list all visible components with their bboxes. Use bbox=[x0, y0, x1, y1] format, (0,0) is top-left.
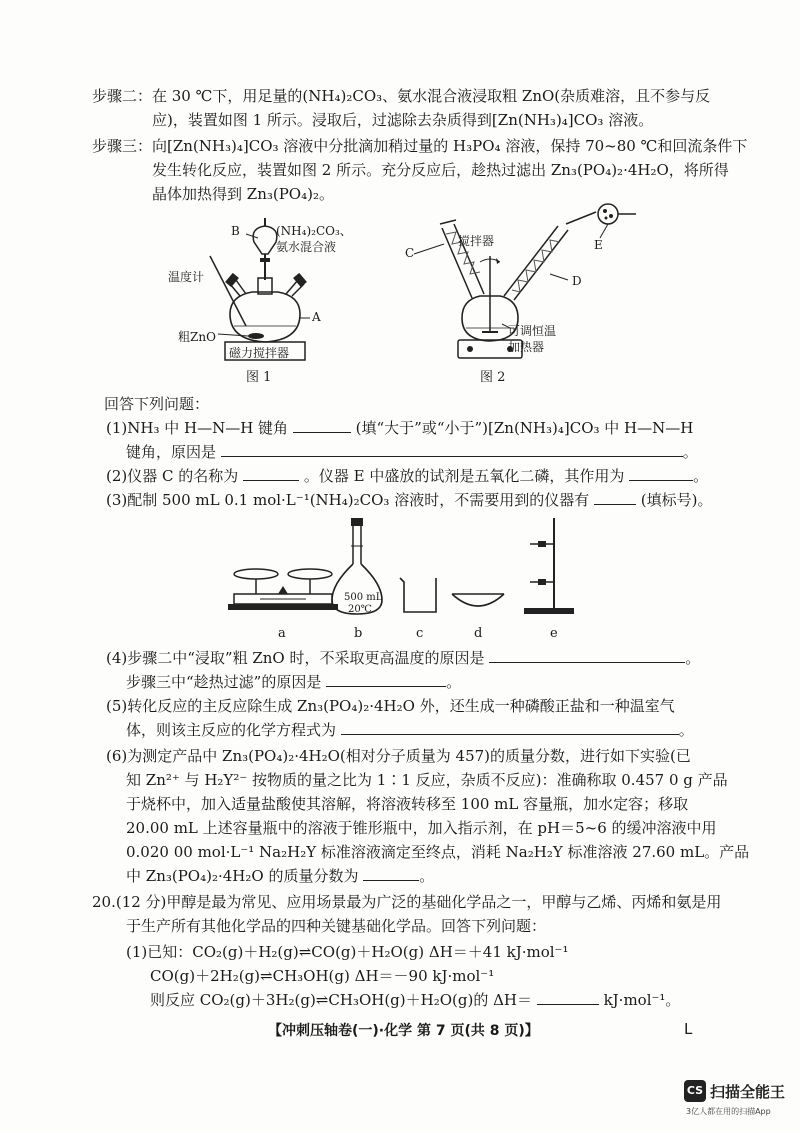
fig2-label-e: E bbox=[594, 238, 603, 252]
q20-1-text-a: 则反应 CO₂(g)＋3H₂(g)⇌CH₃OH(g)＋H₂O(g)的 ΔH＝ bbox=[150, 991, 533, 1009]
instrument-label-a: a bbox=[278, 626, 286, 641]
q20-1-line-2: CO(g)＋2H₂(g)⇌CH₃OH(g) ΔH＝－90 kJ·mol⁻¹ bbox=[150, 967, 495, 985]
fig2-caption: 图 2 bbox=[480, 370, 506, 385]
q3-text-b: (填标号)。 bbox=[640, 491, 713, 509]
instrument-label-d: d bbox=[474, 626, 483, 641]
step2-line-1: 步骤二：在 30 ℃下，用足量的(NH₄)₂CO₃、氨水混合液浸取粗 ZnO(杂质难溶，且不参与反 bbox=[92, 87, 711, 105]
q20-line-1: 20.(12 分)甲醇是最为常见、应用场景最为广泛的基础化学品之一，甲醇与乙烯、丙烯和氨是用 bbox=[92, 893, 722, 911]
q6-line-5: 0.020 00 mol·L⁻¹ Na₂H₂Y 标准溶液滴定至终点，消耗 Na₂H₂Y 标准溶液 27.60 mL。产品 bbox=[126, 843, 750, 861]
step3-line-1: 步骤三：向[Zn(NH₃)₄]CO₃ 溶液中分批滴加稍过量的 H₃PO₄ 溶液，保持 70~80 ℃和回流条件下 bbox=[92, 137, 748, 155]
q1-text-b: (填“大于”或“小于”)[Zn(NH₃)₄]CO₃ 中 H—N—H bbox=[355, 419, 694, 437]
q6-line-1: (6)为测定产品中 Zn₃(PO₄)₂·4H₂O(相对分子质量为 457)的质量分数，进行如下实验(已 bbox=[106, 747, 691, 765]
instrument-label-b: b bbox=[354, 626, 363, 641]
q2-line: (2)仪器 C 的名称为 。仪器 E 中盛放的试剂是五氧化二磷，其作用为 。 bbox=[106, 467, 709, 485]
instruments-figure bbox=[220, 510, 600, 640]
fig2-label-heater-1: 可调恒温 bbox=[508, 324, 557, 338]
instrument-label-c: c bbox=[416, 626, 424, 641]
q3-line bbox=[106, 490, 712, 510]
step2-line-2: 应)，装置如图 1 所示。浸取后，过滤除去杂质得到[Zn(NH₃)₄]CO₃ 溶液。 bbox=[152, 111, 654, 129]
fig2-label-d: D bbox=[572, 274, 582, 288]
q2-text-a: (2)仪器 C 的名称为 bbox=[106, 467, 239, 485]
balance-instrument bbox=[228, 569, 338, 610]
q4-text-a: (4)步骤二中“浸取”粗 ZnO 时，不采取更高温度的原因是 bbox=[106, 649, 485, 667]
q20-1-text-b: kJ·mol⁻¹。 bbox=[603, 991, 681, 1009]
cs-app-name: 扫描全能王 bbox=[710, 1083, 786, 1101]
fig1-label-b: B bbox=[231, 224, 240, 238]
fig1-caption: 图 1 bbox=[246, 370, 272, 385]
q6-line-6: 中 Zn₃(PO₄)₂·4H₂O 的质量分数为 。 bbox=[126, 867, 435, 885]
step3-line-3: 晶体加热得到 Zn₃(PO₄)₂。 bbox=[152, 185, 334, 203]
q4-line-1: (4)步骤二中“浸取”粗 ZnO 时，不采取更高温度的原因是 。 bbox=[106, 649, 701, 667]
q5-blank bbox=[341, 720, 679, 735]
fig1-label-reagent-1: (NH₄)₂CO₃、 bbox=[276, 224, 352, 238]
step3-line-2: 发生转化反应，装置如图 2 所示。充分反应后，趁热过滤出 Zn₃(PO₄)₂·4H₂O，将所得 bbox=[152, 161, 729, 179]
q6-line-3: 于烧杯中，加入适量盐酸使其溶解，将溶液转移至 100 mL 容量瓶，加水定容；移取 bbox=[126, 795, 689, 813]
fig2-label-stirrer: 搅拌器 bbox=[458, 234, 495, 248]
answer-intro: 回答下列问题： bbox=[104, 395, 210, 413]
cs-app-slogan: 3亿人都在用的扫描App bbox=[686, 1107, 771, 1116]
q20-1-line-1: (1)已知：CO₂(g)＋H₂(g)⇌CO(g)＋H₂O(g) ΔH＝＋41 kJ·mol⁻¹ bbox=[126, 943, 569, 961]
fig1-label-a: A bbox=[312, 310, 321, 324]
fig1-label-thermometer: 温度计 bbox=[168, 270, 205, 284]
q1-blank-2 bbox=[221, 442, 683, 457]
q2-blank-1 bbox=[243, 466, 299, 481]
flask-temp-label: 20℃ bbox=[348, 604, 372, 615]
q20-1-line-3 bbox=[150, 990, 680, 1010]
fig1-label-stirrer: 磁力搅拌器 bbox=[229, 346, 290, 360]
q4-blank-1 bbox=[489, 648, 685, 663]
q1-line-2: 键角，原因是 。 bbox=[126, 443, 698, 461]
evaporating-dish-instrument bbox=[452, 594, 504, 606]
fig2-label-c: C bbox=[405, 246, 415, 260]
q5-line-1: (5)转化反应的主反应除生成 Zn₃(PO₄)₂·4H₂O 外，还生成一种磷酸正盐和一种温室气 bbox=[106, 697, 675, 715]
flask-volume-label: 500 mL bbox=[344, 592, 383, 603]
q2-text-b: 。仪器 E 中盛放的试剂是五氧化二磷，其作用为 bbox=[303, 467, 625, 485]
q6-line-4: 20.00 mL 上述容量瓶中的溶液于锥形瓶中，加入指示剂，在 pH＝5~6 的缓冲溶液中用 bbox=[126, 819, 717, 837]
q5-line-2: 体，则该主反应的化学方程式为 。 bbox=[126, 721, 694, 739]
q3-text-a: (3)配制 500 mL 0.1 mol·L⁻¹(NH₄)₂CO₃ 溶液时，不需要用到的仪器有 bbox=[106, 491, 590, 509]
q1-text-c: 键角，原因是 bbox=[126, 443, 217, 461]
q1-text-a: (1)NH₃ 中 H—N—H 键角 bbox=[106, 419, 289, 437]
iron-stand-instrument bbox=[524, 518, 574, 614]
q6-line-2: 知 Zn²⁺ 与 H₂Y²⁻ 按物质的量之比为 1∶1 反应，杂质不反应)：准确称取 0.457 0 g 产品 bbox=[126, 771, 728, 789]
q4-line-2: 步骤三中“趁热过滤”的原因是 。 bbox=[126, 673, 462, 691]
q1-blank-1 bbox=[293, 418, 351, 433]
q20-line-2: 于生产所有其他化学品的四种关键基础化学品。回答下列问题： bbox=[126, 917, 547, 935]
q6-blank bbox=[363, 866, 419, 881]
beaker-instrument bbox=[400, 578, 436, 612]
cs-logo-icon: CS bbox=[684, 1080, 706, 1102]
fig2-label-heater-2: 加热器 bbox=[508, 340, 545, 354]
q4-blank-2 bbox=[326, 672, 446, 687]
scanner-watermark bbox=[684, 1080, 794, 1120]
q6-text-f: 中 Zn₃(PO₄)₂·4H₂O 的质量分数为 bbox=[126, 867, 359, 885]
footer-mark: L bbox=[684, 1020, 693, 1038]
q2-blank-2 bbox=[629, 466, 693, 481]
q4-text-b: 步骤三中“趁热过滤”的原因是 bbox=[126, 673, 322, 691]
page-footer: 【冲刺压轴卷(一)·化学 第 7 页(共 8 页)】 bbox=[268, 1023, 539, 1039]
q3-blank bbox=[594, 490, 636, 505]
q5-text-b: 体，则该主反应的化学方程式为 bbox=[126, 721, 337, 739]
fig1-label-zno: 粗ZnO bbox=[178, 330, 216, 344]
instrument-label-e: e bbox=[550, 626, 558, 641]
q1-line-1 bbox=[106, 418, 693, 438]
q20-1-blank bbox=[537, 990, 599, 1005]
fig1-label-reagent-2: 氨水混合液 bbox=[276, 240, 337, 254]
